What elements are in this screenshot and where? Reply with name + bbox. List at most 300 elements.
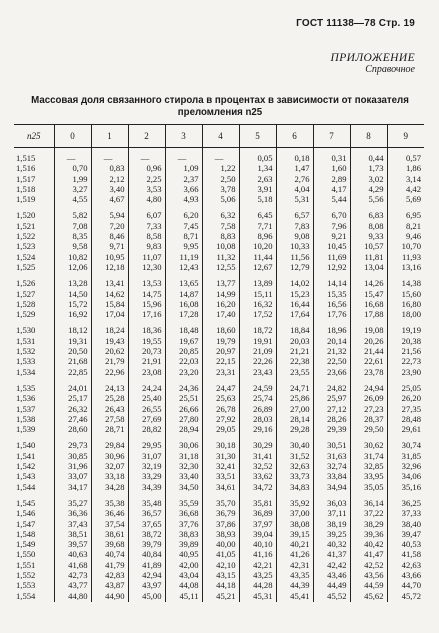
table-cell: 29,84 — [91, 435, 128, 450]
table-cell: 16,08 — [165, 299, 202, 309]
table-cell: 37,43 — [54, 519, 91, 529]
table-cell: 3,91 — [239, 184, 276, 194]
table-cell: 23,66 — [313, 367, 350, 378]
table-cell: 33,07 — [54, 471, 91, 481]
table-cell: 28,37 — [350, 414, 387, 424]
table-cell: 42,94 — [128, 570, 165, 580]
table-cell: 23,43 — [239, 367, 276, 378]
table-row-group — [14, 148, 424, 206]
table-cell: 14,02 — [276, 273, 313, 288]
row-label-refractive-index: 1,552 — [16, 569, 36, 580]
table-cell: 0,44 — [350, 148, 387, 164]
table-cell: 35,27 — [54, 493, 91, 508]
table-cell: 27,00 — [276, 404, 313, 414]
table-cell: 24,59 — [239, 378, 276, 393]
table-cell: 44,59 — [350, 580, 387, 590]
table-cell: 1,99 — [54, 174, 91, 184]
table-cell: 29,61 — [387, 424, 424, 435]
refractive-index-table — [14, 124, 424, 602]
table-cell: 41,16 — [239, 549, 276, 559]
table-cell: 42,10 — [202, 560, 239, 570]
table-cell: 39,36 — [350, 529, 387, 539]
table-cell: 15,72 — [54, 299, 91, 309]
table-cell: 15,11 — [239, 289, 276, 299]
table-cell: 17,88 — [350, 309, 387, 320]
table-cell: 24,47 — [202, 378, 239, 393]
table-cell: 17,16 — [128, 309, 165, 320]
table-cell: — — [91, 148, 128, 164]
table-cell: 6,32 — [202, 205, 239, 220]
table-cell: 26,55 — [128, 404, 165, 414]
table-cell: 45,62 — [350, 591, 387, 602]
table-row — [14, 367, 424, 378]
table-cell: 30,40 — [276, 435, 313, 450]
appendix-title: ПРИЛОЖЕНИЕ — [330, 52, 415, 64]
table-cell: 36,79 — [202, 508, 239, 518]
table-cell: 8,58 — [128, 231, 165, 241]
table-cell: 12,06 — [54, 262, 91, 273]
table-row — [14, 205, 424, 220]
table-cell: 19,91 — [239, 336, 276, 346]
table-cell: 40,32 — [313, 539, 350, 549]
table-cell: 32,96 — [387, 461, 424, 471]
table-cell: 4,67 — [91, 194, 128, 205]
table-cell: 0,18 — [276, 148, 313, 164]
table-cell: 32,52 — [239, 461, 276, 471]
table-cell: 21,91 — [128, 356, 165, 366]
table-cell: 2,37 — [165, 174, 202, 184]
table-cell: 19,55 — [128, 336, 165, 346]
table-cell: 17,28 — [165, 309, 202, 320]
table-row — [14, 148, 424, 164]
table-cell: 12,18 — [91, 262, 128, 273]
table-cell: 40,53 — [387, 539, 424, 549]
table-cell: 6,83 — [350, 205, 387, 220]
table-row — [14, 493, 424, 508]
table-cell: 13,16 — [387, 262, 424, 273]
table-cell: 24,01 — [54, 378, 91, 393]
table-cell: 4,04 — [276, 184, 313, 194]
row-label-refractive-index: 1,540 — [16, 440, 36, 451]
table-cell: 1,47 — [276, 163, 313, 173]
table-cell: 21,68 — [54, 356, 91, 366]
table-cell: 10,95 — [91, 252, 128, 262]
table-cell: 39,25 — [313, 529, 350, 539]
table-cell: 5,82 — [54, 205, 91, 220]
table-cell: 28,48 — [387, 414, 424, 424]
table-row-group — [14, 493, 424, 602]
table-cell: 15,60 — [387, 289, 424, 299]
table-row — [14, 393, 424, 403]
table-cell: 35,05 — [350, 482, 387, 493]
table-row-group — [14, 273, 424, 320]
table-cell: 38,83 — [165, 529, 202, 539]
table-cell: 43,25 — [239, 570, 276, 580]
row-label-refractive-index: 1,528 — [16, 298, 36, 309]
table-cell: 3,40 — [91, 184, 128, 194]
table-cell: 18,96 — [313, 320, 350, 335]
table-cell: 25,51 — [165, 393, 202, 403]
row-label-refractive-index: 1,527 — [16, 288, 36, 299]
table-cell: 34,39 — [128, 482, 165, 493]
table-cell: 20,85 — [165, 346, 202, 356]
column-header-8: 8 — [350, 125, 387, 148]
table-cell: — — [165, 148, 202, 164]
table-cell: 24,13 — [91, 378, 128, 393]
table-cell: 13,41 — [91, 273, 128, 288]
table-cell: 24,36 — [165, 378, 202, 393]
column-header-9: 9 — [387, 125, 424, 148]
table-cell: 1,86 — [387, 163, 424, 173]
table-cell: 3,78 — [202, 184, 239, 194]
table-row — [14, 471, 424, 481]
table-cell: 31,30 — [202, 451, 239, 461]
table-cell: 29,28 — [276, 424, 313, 435]
table-cell: 13,65 — [165, 273, 202, 288]
table-cell: 45,11 — [165, 591, 202, 602]
table-cell: 4,42 — [387, 184, 424, 194]
table-cell: 27,35 — [387, 404, 424, 414]
table-cell: 31,96 — [54, 461, 91, 471]
caption-line-1: Массовая доля связанного стирола в процентах в зависимости от показателя — [31, 95, 409, 106]
table-cell: 41,58 — [387, 549, 424, 559]
table-cell: 9,46 — [387, 231, 424, 241]
row-label-refractive-index: 1,532 — [16, 346, 36, 357]
table-cell: 27,12 — [313, 404, 350, 414]
table-cell: 44,28 — [239, 580, 276, 590]
row-label-refractive-index: 1,538 — [16, 413, 36, 424]
table-cell: 9,08 — [276, 231, 313, 241]
table-cell: 2,50 — [202, 174, 239, 184]
table-cell: 37,00 — [276, 508, 313, 518]
table-cell: 20,97 — [202, 346, 239, 356]
table-cell: 21,21 — [276, 346, 313, 356]
table-row — [14, 580, 424, 590]
table-cell: 42,73 — [54, 570, 91, 580]
table-cell: 24,24 — [128, 378, 165, 393]
table-cell: 38,08 — [276, 519, 313, 529]
table-cell: 25,63 — [202, 393, 239, 403]
table-cell: 42,42 — [313, 560, 350, 570]
table-cell: 15,23 — [276, 289, 313, 299]
table-cell: 3,66 — [165, 184, 202, 194]
table-row — [14, 424, 424, 435]
table-cell: 12,43 — [165, 262, 202, 273]
table-caption — [14, 95, 426, 119]
table-cell: 3,27 — [54, 184, 91, 194]
row-label-refractive-index: 1,551 — [16, 559, 36, 570]
table-cell: 39,15 — [276, 529, 313, 539]
table-cell: 45,31 — [239, 591, 276, 602]
table-cell: 41,37 — [313, 549, 350, 559]
table-cell: 44,39 — [276, 580, 313, 590]
table-cell: 36,89 — [239, 508, 276, 518]
table-cell: 29,05 — [202, 424, 239, 435]
table-cell: 29,95 — [128, 435, 165, 450]
table-cell: 21,32 — [313, 346, 350, 356]
table-cell: 40,21 — [276, 539, 313, 549]
table-cell: 43,66 — [387, 570, 424, 580]
table-cell: 17,76 — [313, 309, 350, 320]
appendix-subtitle: Справочное — [365, 64, 415, 75]
table-cell: 35,70 — [202, 493, 239, 508]
table-cell: 4,17 — [313, 184, 350, 194]
table-cell: 7,45 — [165, 221, 202, 231]
table-cell: 13,28 — [54, 273, 91, 288]
table-cell: 16,32 — [239, 299, 276, 309]
table-cell: 26,20 — [387, 393, 424, 403]
table-cell: 39,57 — [54, 539, 91, 549]
table-cell: 35,92 — [276, 493, 313, 508]
row-label-refractive-index: 1,531 — [16, 335, 36, 346]
table-row — [14, 549, 424, 559]
table-cell: 1,34 — [239, 163, 276, 173]
table-cell: 33,51 — [202, 471, 239, 481]
table-cell: 20,03 — [276, 336, 313, 346]
table-cell: 22,50 — [313, 356, 350, 366]
table-cell: 2,89 — [313, 174, 350, 184]
table-cell: 30,74 — [387, 435, 424, 450]
table-cell: 40,42 — [350, 539, 387, 549]
table-cell: 2,12 — [91, 174, 128, 184]
table-cell: 10,70 — [387, 241, 424, 251]
table-cell: 26,32 — [54, 404, 91, 414]
row-label-refractive-index: 1,535 — [16, 382, 36, 393]
table-cell: 0,31 — [313, 148, 350, 164]
table-cell: 6,95 — [387, 205, 424, 220]
table-row — [14, 356, 424, 366]
table-cell: 9,83 — [128, 241, 165, 251]
table-cell: 41,89 — [128, 560, 165, 570]
table-cell: — — [54, 148, 91, 164]
table-cell: 36,57 — [128, 508, 165, 518]
table-row — [14, 309, 424, 320]
table-cell: 40,84 — [128, 549, 165, 559]
column-header-6: 6 — [276, 125, 313, 148]
table-cell: 26,66 — [165, 404, 202, 414]
table-cell: 8,46 — [91, 231, 128, 241]
table-cell: 14,38 — [387, 273, 424, 288]
table-cell: 11,19 — [165, 252, 202, 262]
table-row — [14, 336, 424, 346]
table-cell: 23,55 — [276, 367, 313, 378]
table-cell: 32,30 — [165, 461, 202, 471]
table-cell: 12,55 — [202, 262, 239, 273]
row-label-refractive-index: 1,526 — [16, 278, 36, 289]
table-cell: 4,55 — [54, 194, 91, 205]
table-cell: 37,76 — [165, 519, 202, 529]
table-cell: 34,94 — [313, 482, 350, 493]
table-cell: 43,56 — [350, 570, 387, 580]
table-cell: 13,77 — [202, 273, 239, 288]
table-cell: 24,94 — [350, 378, 387, 393]
table-cell: 10,20 — [239, 241, 276, 251]
table-row — [14, 299, 424, 309]
table-cell: 44,70 — [387, 580, 424, 590]
table-cell: 39,68 — [91, 539, 128, 549]
row-label-refractive-index: 1,519 — [16, 194, 36, 205]
table-cell: 38,29 — [350, 519, 387, 529]
table-row — [14, 163, 424, 173]
table-cell: 20,14 — [313, 336, 350, 346]
table-cell: 29,16 — [239, 424, 276, 435]
table-cell: 10,57 — [350, 241, 387, 251]
table-cell: 16,56 — [313, 299, 350, 309]
row-label-refractive-index: 1,542 — [16, 461, 36, 472]
table-cell: 14,14 — [313, 273, 350, 288]
table-cell: 39,79 — [128, 539, 165, 549]
row-label-refractive-index: 1,544 — [16, 481, 36, 492]
table-cell: 7,58 — [202, 221, 239, 231]
table-cell: 14,62 — [91, 289, 128, 299]
row-label-refractive-index: 1,537 — [16, 403, 36, 414]
table-cell: 13,04 — [350, 262, 387, 273]
row-label-refractive-index: 1,553 — [16, 580, 36, 591]
table-row — [14, 262, 424, 273]
table-cell: 41,47 — [350, 549, 387, 559]
table-cell: 17,40 — [202, 309, 239, 320]
table-row — [14, 289, 424, 299]
row-label-refractive-index: 1,525 — [16, 261, 36, 272]
table-cell: 45,21 — [202, 591, 239, 602]
table-cell: 11,81 — [350, 252, 387, 262]
table-cell: 25,86 — [276, 393, 313, 403]
table-cell: 34,61 — [202, 482, 239, 493]
table-cell: 31,52 — [276, 451, 313, 461]
table-cell: 14,50 — [54, 289, 91, 299]
table-cell: 24,71 — [276, 378, 313, 393]
table-cell: 37,65 — [128, 519, 165, 529]
row-label-refractive-index: 1,550 — [16, 549, 36, 560]
table-cell: 18,72 — [239, 320, 276, 335]
table-cell: 35,48 — [128, 493, 165, 508]
table-cell: 11,93 — [387, 252, 424, 262]
table-cell: 25,97 — [313, 393, 350, 403]
table-cell: 23,90 — [387, 367, 424, 378]
table-cell: 38,19 — [313, 519, 350, 529]
table-cell: 36,36 — [54, 508, 91, 518]
table-cell: 27,46 — [54, 414, 91, 424]
table-cell: 5,56 — [350, 194, 387, 205]
row-label-refractive-index: 1,529 — [16, 309, 36, 320]
table-cell: 3,14 — [387, 174, 424, 184]
table-cell: 40,10 — [239, 539, 276, 549]
table-cell: 10,45 — [313, 241, 350, 251]
table-cell: 27,23 — [350, 404, 387, 414]
table-cell: 23,20 — [165, 367, 202, 378]
page-header: ГОСТ 11138—78 Стр. 19 — [296, 18, 415, 29]
table-cell: 7,33 — [128, 221, 165, 231]
table-cell: 28,26 — [313, 414, 350, 424]
row-label-refractive-index: 1,547 — [16, 518, 36, 529]
table-cell: 36,03 — [313, 493, 350, 508]
table-cell: 29,50 — [350, 424, 387, 435]
table-cell: 32,41 — [202, 461, 239, 471]
table-cell: 22,73 — [387, 356, 424, 366]
table-cell: 2,25 — [128, 174, 165, 184]
table-cell: 19,19 — [387, 320, 424, 335]
table-cell: 19,08 — [350, 320, 387, 335]
row-label-refractive-index: 1,530 — [16, 325, 36, 336]
table-cell: 15,47 — [350, 289, 387, 299]
table-cell: 34,50 — [165, 482, 202, 493]
table-row — [14, 320, 424, 335]
table-cell: 1,60 — [313, 163, 350, 173]
table-cell: 6,70 — [313, 205, 350, 220]
table-cell: 37,97 — [239, 519, 276, 529]
table-row — [14, 519, 424, 529]
table-cell: 8,35 — [54, 231, 91, 241]
table-cell: 27,92 — [202, 414, 239, 424]
table-cell: 18,60 — [202, 320, 239, 335]
table-cell: 7,96 — [313, 221, 350, 231]
row-label-refractive-index: 1,521 — [16, 220, 36, 231]
table-cell: 31,63 — [313, 451, 350, 461]
table-cell: 33,29 — [128, 471, 165, 481]
table-row — [14, 378, 424, 393]
table-cell: 42,52 — [350, 560, 387, 570]
table-cell: 0,83 — [91, 163, 128, 173]
table-cell: 43,35 — [276, 570, 313, 580]
table-cell: 26,78 — [202, 404, 239, 414]
table-cell: 22,15 — [202, 356, 239, 366]
table-cell: 12,67 — [239, 262, 276, 273]
row-label-refractive-index: 1,524 — [16, 251, 36, 262]
table-row — [14, 241, 424, 251]
table-cell: 44,90 — [91, 591, 128, 602]
table-cell: 6,45 — [239, 205, 276, 220]
table-cell: 38,93 — [202, 529, 239, 539]
table-cell: 28,60 — [54, 424, 91, 435]
table-cell: 42,21 — [239, 560, 276, 570]
table-cell: 19,43 — [91, 336, 128, 346]
row-label-refractive-index: 1,520 — [16, 210, 36, 221]
table-cell: 1,09 — [165, 163, 202, 173]
table-row — [14, 194, 424, 205]
row-label-refractive-index: 1,523 — [16, 241, 36, 252]
table-cell: 6,57 — [276, 205, 313, 220]
table-cell: 21,44 — [350, 346, 387, 356]
table-cell: 11,56 — [276, 252, 313, 262]
table-row — [14, 570, 424, 580]
table-cell: 32,85 — [350, 461, 387, 471]
table-cell: 22,85 — [54, 367, 91, 378]
table-cell: 40,95 — [165, 549, 202, 559]
column-header-1: 1 — [91, 125, 128, 148]
row-label-refractive-index: 1,541 — [16, 450, 36, 461]
table-cell: 5,69 — [387, 194, 424, 205]
table-cell: 0,70 — [54, 163, 91, 173]
table-cell: 44,18 — [202, 580, 239, 590]
row-label-refractive-index: 1,518 — [16, 183, 36, 194]
column-header-4: 4 — [202, 125, 239, 148]
table-cell: 26,43 — [91, 404, 128, 414]
table-cell: 19,31 — [54, 336, 91, 346]
table-cell: 18,12 — [54, 320, 91, 335]
column-header-2: 2 — [128, 125, 165, 148]
table-row — [14, 461, 424, 471]
table-cell: 14,99 — [202, 289, 239, 299]
table-row — [14, 346, 424, 356]
table-cell: 36,14 — [350, 493, 387, 508]
table-row — [14, 560, 424, 570]
row-label-refractive-index: 1,515 — [16, 153, 36, 163]
table-cell: 38,61 — [91, 529, 128, 539]
table-cell: 34,72 — [239, 482, 276, 493]
table-cell: 39,89 — [165, 539, 202, 549]
table-cell: 15,84 — [91, 299, 128, 309]
table-cell: 10,08 — [202, 241, 239, 251]
